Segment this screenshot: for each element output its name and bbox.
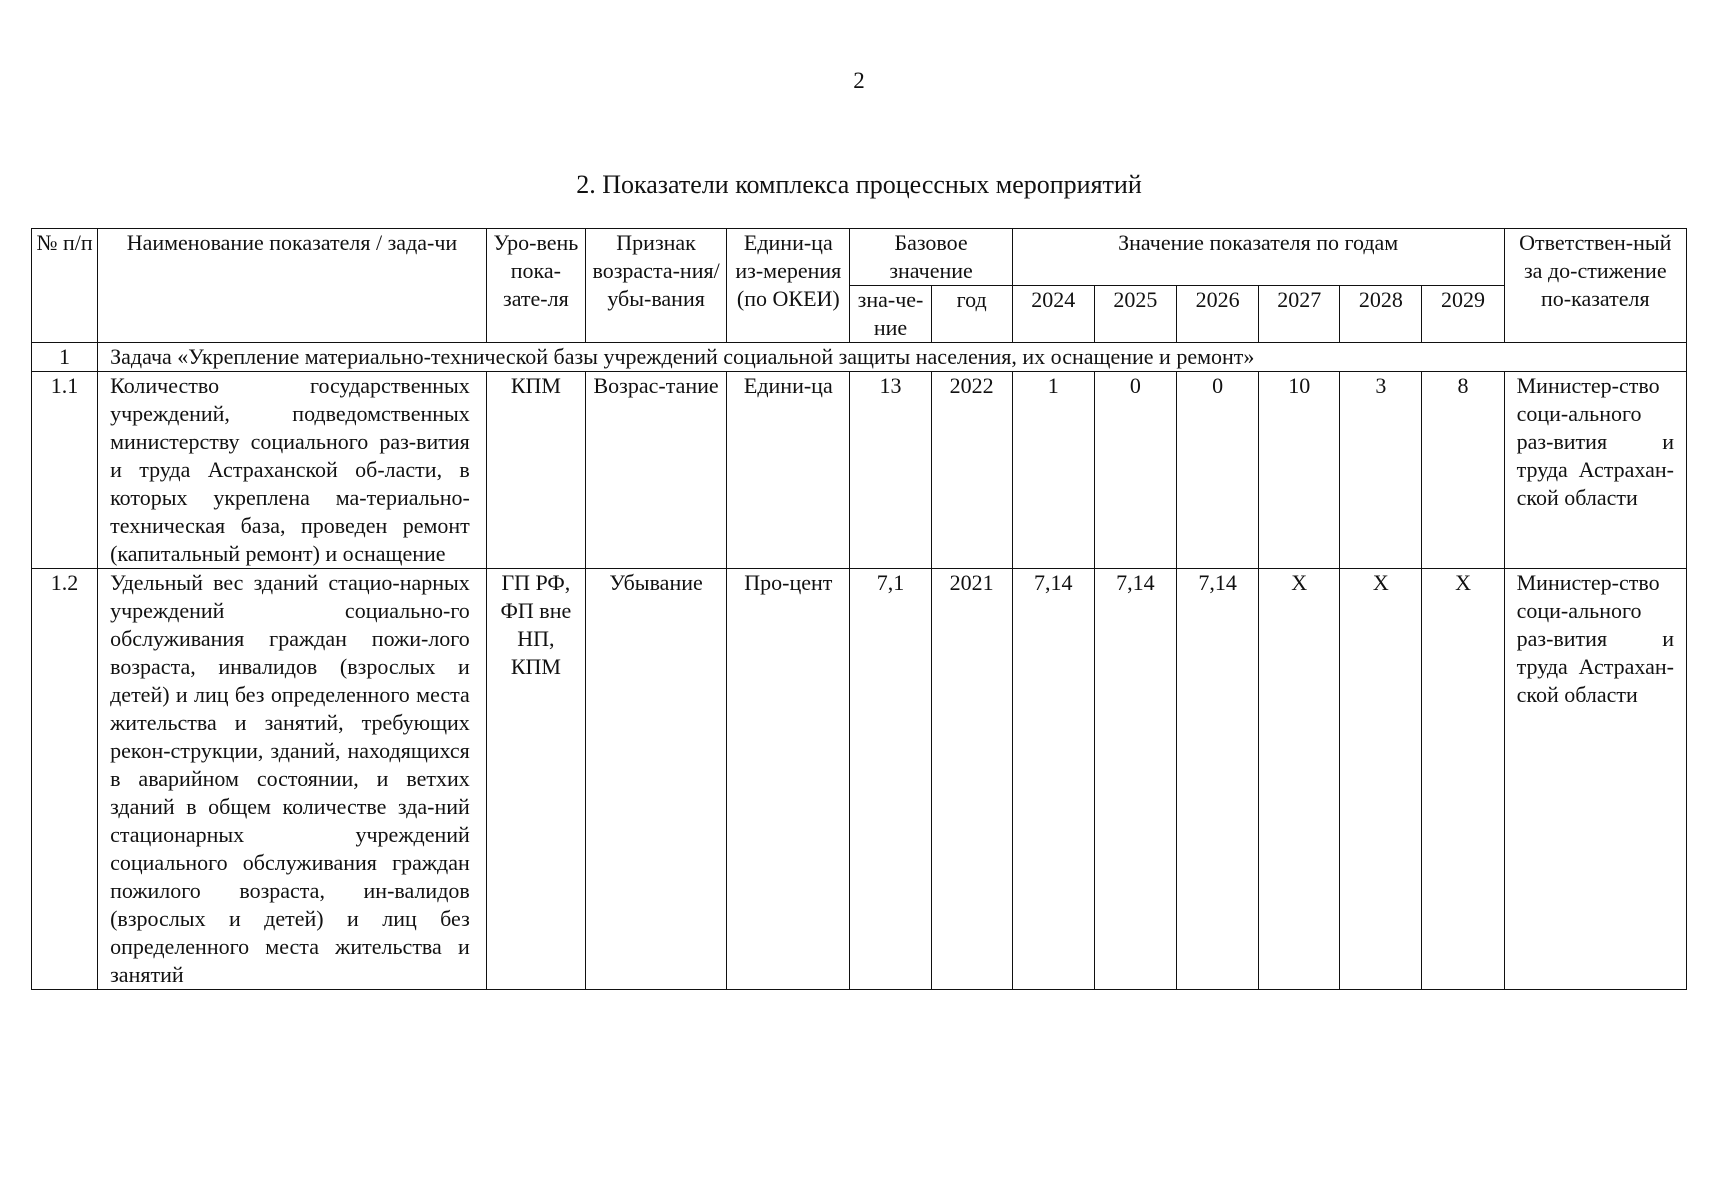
- page-number: 2: [853, 68, 865, 93]
- indicator-name: Удельный вес зданий стацио-нарных учреждений социально-го обслуживания граждан пожи-лого возраста, инвалидов (взрослых и детей) и лиц без определенного места жительства и занятий, требующих рекон-струкции, зданий, находящихся в аварийном состоянии, и ветхих зданий в общем количестве зда-ний стационарных учреждений социального обслуживания граждан пожилого возраста, ин-валидов (взрослых и детей) и лиц без определенного места жительства и занятий: [98, 569, 487, 990]
- table-row: [32, 569, 1687, 990]
- section-title: 2. Показатели комплекса процессных мероприятий: [576, 170, 1142, 199]
- value-2025: 0: [1094, 372, 1176, 569]
- base-value: 7,1: [850, 569, 931, 990]
- base-year: 2022: [931, 372, 1012, 569]
- base-value: 13: [850, 372, 931, 569]
- row-num: 1.2: [32, 569, 98, 990]
- indicator-level: ГП РФ, ФП вне НП, КПМ: [486, 569, 585, 990]
- base-year: 2021: [931, 569, 1012, 990]
- responsible: Министер-ство соци-ального раз-вития и труда Астрахан-ской области: [1504, 569, 1686, 990]
- header-unit: Едини-ца из-мерения (по ОКЕИ): [727, 229, 850, 343]
- header-base-year: год: [931, 286, 1012, 343]
- indicator-level: КПМ: [486, 372, 585, 569]
- header-base: Базовое значение: [850, 229, 1012, 286]
- value-2025: 7,14: [1094, 569, 1176, 990]
- value-2027: Х: [1259, 569, 1340, 990]
- header-level: Уро-вень пока-зате-ля: [486, 229, 585, 343]
- header-year-2028: 2028: [1340, 286, 1422, 343]
- indicator-name: Количество государственных учреждений, подведомственных министерству социального раз-вития и труда Астраханской об-ласти, в которых укреплена ма-териально-техническая база, проведен ремонт (капитальный ремонт) и оснащение: [98, 372, 487, 569]
- header-trend: Признак возраста-ния/убы-вания: [585, 229, 726, 343]
- indicator-trend: Убывание: [585, 569, 726, 990]
- value-2024: 1: [1012, 372, 1094, 569]
- header-num: № п/п: [32, 229, 98, 343]
- value-2028: Х: [1340, 569, 1422, 990]
- task-text: Задача «Укрепление материально-технической базы учреждений социальной защиты населения, их оснащение и ремонт»: [98, 343, 1687, 372]
- value-2028: 3: [1340, 372, 1422, 569]
- header-year-2025: 2025: [1094, 286, 1176, 343]
- header-year-2026: 2026: [1177, 286, 1259, 343]
- value-2024: 7,14: [1012, 569, 1094, 990]
- value-2027: 10: [1259, 372, 1340, 569]
- indicator-unit: Про-цент: [727, 569, 850, 990]
- row-num: 1.1: [32, 372, 98, 569]
- header-year-2027: 2027: [1259, 286, 1340, 343]
- value-2026: 0: [1177, 372, 1259, 569]
- value-2026: 7,14: [1177, 569, 1259, 990]
- header-name: Наименование показателя / зада-чи: [98, 229, 487, 343]
- header-values-by-year: Значение показателя по годам: [1012, 229, 1504, 286]
- task-row: [32, 343, 1687, 372]
- header-year-2024: 2024: [1012, 286, 1094, 343]
- indicators-table: [31, 228, 1687, 990]
- header-year-2029: 2029: [1422, 286, 1504, 343]
- indicator-unit: Едини-ца: [727, 372, 850, 569]
- value-2029: 8: [1422, 372, 1504, 569]
- header-row-1: [32, 229, 1687, 286]
- responsible: Министер-ство соци-ального раз-вития и труда Астрахан-ской области: [1504, 372, 1686, 569]
- task-num: 1: [32, 343, 98, 372]
- value-2029: Х: [1422, 569, 1504, 990]
- indicator-trend: Возрас-тание: [585, 372, 726, 569]
- header-responsible: Ответствен-ный за до-стижение по-казателя: [1504, 229, 1686, 343]
- table-row: [32, 372, 1687, 569]
- header-base-value: зна-че-ние: [850, 286, 931, 343]
